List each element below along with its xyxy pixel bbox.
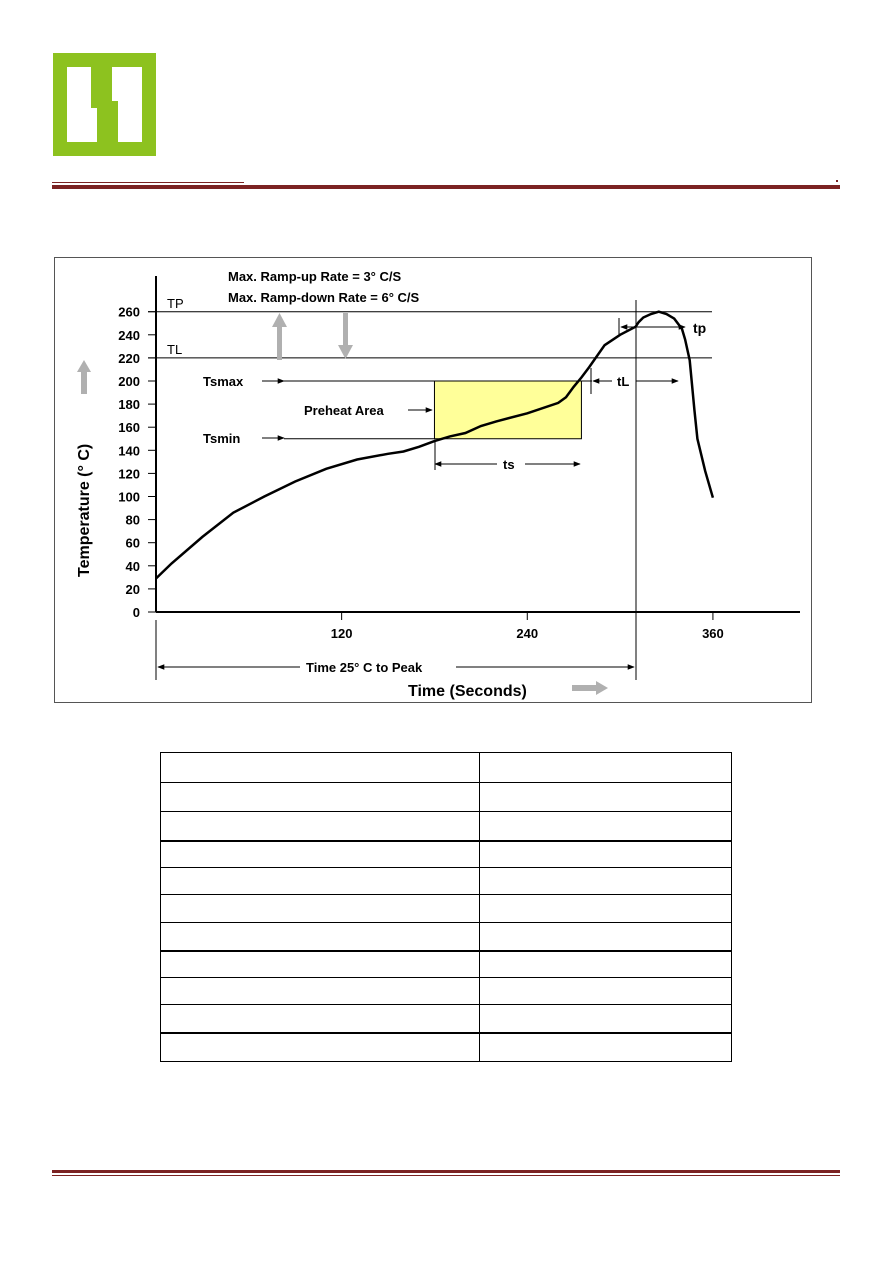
ts-label: ts [503,457,515,472]
y-tick-label: 40 [125,558,140,574]
y-tick-label: 140 [118,443,140,459]
x-tick-label: 360 [702,626,724,641]
value-cell [480,812,732,841]
footer-rule-thin [52,1175,840,1176]
tp-marker-label: TP [167,296,184,311]
footer-rule [52,1170,840,1173]
value-cell [480,783,732,812]
y-tick-label: 200 [118,374,140,389]
value-cell [480,868,732,895]
y-tick-label: 240 [118,327,140,343]
table-row [161,1005,732,1033]
parameter-cell [161,978,480,1005]
y-tick-label: 120 [118,466,140,482]
parameter-cell [161,753,480,783]
table-row [161,923,732,951]
ramp-up-arrow-icon [272,313,287,360]
x-axis-arrow-icon [572,681,608,695]
tl-duration-label: tL [617,374,630,389]
x-axis-ticks [331,612,724,641]
parameter-cell [161,1033,480,1062]
tsmin-label: Tsmin [203,431,241,446]
table-row [161,753,732,783]
x-axis-title: Time (Seconds) [408,683,527,700]
value-cell [480,978,732,1005]
x-tick-label: 240 [516,626,539,641]
y-tick-label: 60 [125,535,140,551]
value-cell [480,753,732,783]
table-row [161,951,732,978]
ramp-down-arrow-icon [338,313,353,359]
table-row [161,783,732,812]
value-cell [480,1033,732,1062]
y-tick-label: 260 [118,304,140,320]
profile-spec-table [160,752,732,1062]
ramp-down-note: Max. Ramp-down Rate = 6° C/S [228,290,420,305]
y-tick-label: 180 [118,397,140,413]
parameter-cell [161,812,480,841]
y-axis-arrow-icon [77,360,91,394]
tl-marker-label: TL [167,342,183,357]
table-row [161,1033,732,1062]
y-tick-label: 20 [125,581,140,597]
table-row [161,978,732,1005]
value-cell [480,841,732,868]
x-tick-label: 120 [330,626,353,641]
parameter-cell [161,951,480,978]
value-cell [480,951,732,978]
table-row [161,895,732,923]
y-tick-label: 0 [132,605,140,620]
y-tick-label: 160 [118,420,140,436]
y-tick-label: 80 [125,512,140,528]
preheat-area-label: Preheat Area [304,403,384,418]
table-row [161,841,732,868]
value-cell [480,895,732,923]
time-to-peak-label: Time 25° C to Peak [306,660,423,675]
y-axis-title: Temperature (° C) [76,443,93,577]
parameter-cell [161,923,480,951]
ramp-up-note: Max. Ramp-up Rate = 3° C/S [228,269,402,284]
y-tick-label: 220 [118,350,140,366]
y-axis-ticks [118,305,156,620]
parameter-cell [161,895,480,923]
y-tick-label: 100 [118,489,140,505]
parameter-cell [161,1005,480,1033]
table-row [161,868,732,895]
parameter-cell [161,783,480,812]
value-cell [480,1005,732,1033]
tp-duration-label: tp [693,320,707,336]
tsmax-label: Tsmax [203,374,244,389]
preheat-area [434,381,581,439]
parameter-cell [161,841,480,868]
parameter-cell [161,868,480,895]
table-row [161,812,732,841]
value-cell [480,923,732,951]
